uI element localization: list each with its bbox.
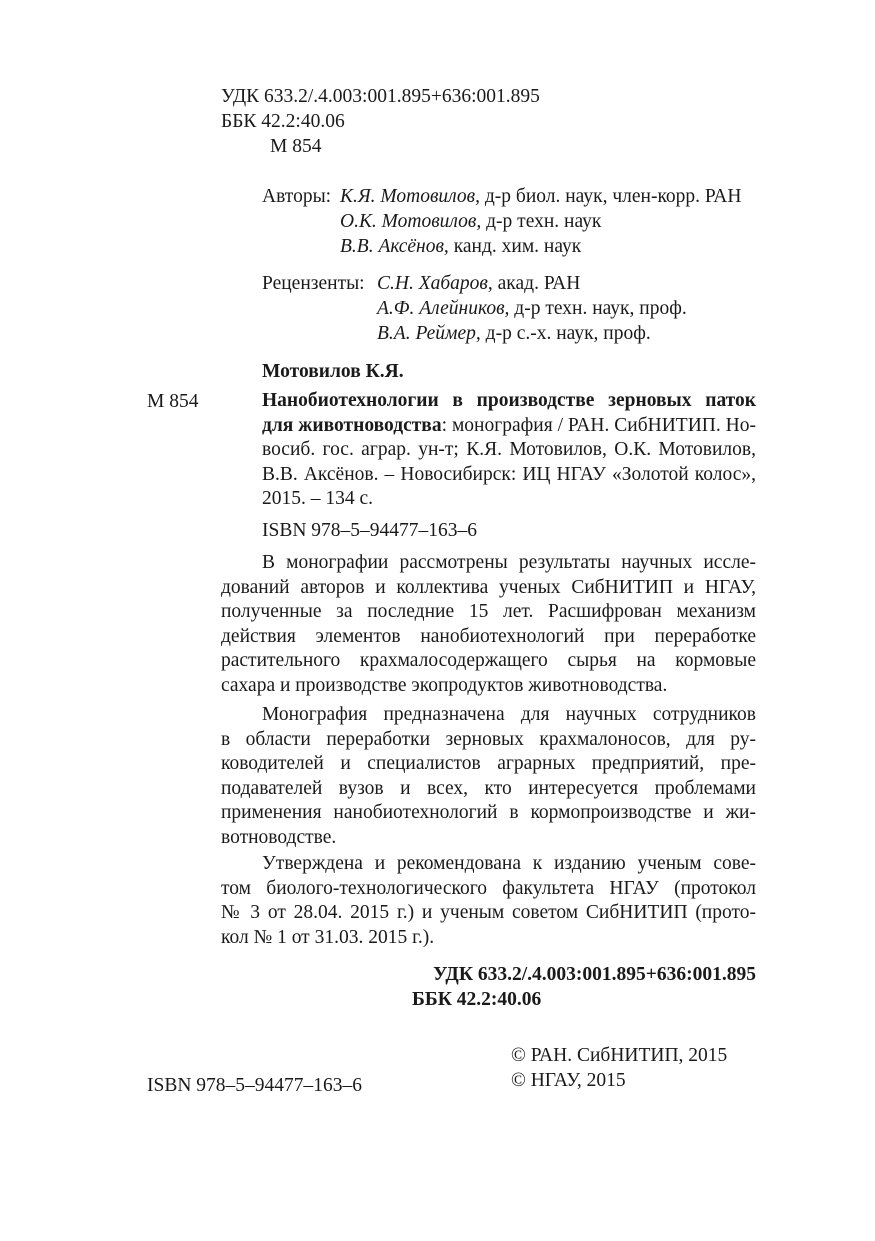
reviewers-label: Рецензенты: (262, 273, 365, 294)
main-author: Мотовилов К.Я. (262, 361, 404, 382)
paragraph-line: В монографии рассмотрены результаты научных иссле- (262, 552, 756, 573)
reviewer-name: В.А. Реймер, (377, 323, 481, 344)
abstract-paragraph-cont (221, 576, 756, 699)
abstract-paragraph (262, 852, 756, 877)
author-row (340, 235, 581, 259)
footer-isbn: ISBN 978–5–94477–163–6 (147, 1075, 363, 1096)
entry-line: В.В. Аксёнов. – Новосибирск: ИЦ НГАУ «Золотой колос», (262, 463, 756, 485)
entry-line: восиб. гос. аграр. ун-т; К.Я. Мотовилов, О.К. Мотовилов, (262, 439, 756, 461)
paragraph-line: кол № 1 от 31.03. 2015 г.). (221, 926, 435, 948)
author-title: канд. хим. наук (453, 236, 582, 257)
authors-label: Авторы: (262, 186, 332, 207)
reviewer-name: С.Н. Хабаров, (377, 273, 493, 294)
paragraph-line: ководителей и специалистов аграрных предприятий, пре- (221, 753, 756, 775)
paragraph-line: действия элементов нанобиотехнологий при переработке (221, 625, 756, 647)
footer-bbk: ББК 42.2:40.06 (412, 989, 542, 1010)
reviewer-title: акад. РАН (497, 273, 581, 294)
copyright-line: © РАН. СибНИТИП, 2015 (511, 1045, 728, 1066)
author-name: К.Я. Мотовилов, (340, 186, 480, 207)
author-title: д-р биол. наук, член-корр. РАН (484, 186, 742, 207)
paragraph-line: сахара и производстве экопродуктов животноводства. (221, 674, 668, 696)
paragraph-line: в области переработки зерновых крахмалоносов, для ру- (221, 728, 756, 750)
abstract-paragraph (262, 551, 756, 576)
abstract-paragraph (262, 703, 756, 728)
isbn: ISBN 978–5–94477–163–6 (262, 520, 478, 541)
title-line-bold: для животноводства (262, 414, 442, 436)
copyright-line: © НГАУ, 2015 (511, 1070, 626, 1091)
author-mark: М 854 (270, 136, 322, 157)
bibliographic-entry (262, 389, 756, 512)
reviewer-row (377, 272, 580, 296)
footer-udk: УДК 633.2/.4.003:001.895+636:001.895 (433, 964, 756, 985)
paragraph-line: вотноводстве. (221, 826, 337, 848)
udk-code: УДК 633.2/.4.003:001.895+636:001.895 (221, 86, 540, 107)
paragraph-line: том биолого-технологического факультета НГАУ (протокол (221, 877, 756, 899)
author-title: д-р техн. наук (486, 211, 602, 232)
bbk-code: ББК 42.2:40.06 (221, 111, 345, 132)
entry-line: 2015. – 134 с. (262, 488, 374, 510)
title-line (262, 414, 756, 439)
paragraph-line: дований авторов и коллектива ученых СибНИТИП и НГАУ, (221, 576, 756, 598)
abstract-paragraph-cont (221, 728, 756, 851)
paragraph-line: Утверждена и рекомендована к изданию ученым сове- (262, 853, 756, 874)
author-row (340, 210, 601, 234)
paragraph-line: растительного крахмалосодержащего сырья на кормовые (221, 650, 756, 672)
author-name: О.К. Мотовилов, (340, 211, 482, 232)
paragraph-line: Монография предназначена для научных сотрудников (262, 704, 756, 725)
paragraph-line: полученные за последние 15 лет. Расшифрован механизм (221, 601, 756, 623)
call-mark: М 854 (147, 391, 199, 412)
reviewer-name: А.Ф. Алейников, (377, 298, 510, 319)
title-line-rest: : монография / РАН. СибНИТИП. Но- (441, 414, 756, 436)
paragraph-line: подавателей вузов и всех, кто интересуется проблемами (221, 777, 756, 799)
author-name: В.В. Аксёнов, (340, 236, 449, 257)
reviewer-title: д-р с.-х. наук, проф. (485, 323, 651, 344)
reviewer-row (377, 297, 687, 321)
reviewer-title: д-р техн. наук, проф. (514, 298, 687, 319)
paragraph-line: № 3 от 28.04. 2015 г.) и ученым советом СибНИТИП (прото- (221, 902, 756, 924)
reviewer-row (377, 322, 651, 346)
author-row (340, 185, 741, 209)
paragraph-line: применения нанобиотехнологий в кормопроизводстве и жи- (221, 802, 756, 824)
abstract-paragraph-cont (221, 877, 756, 951)
title-line: Нанобиотехнологии в производстве зерновых паток (262, 390, 756, 411)
